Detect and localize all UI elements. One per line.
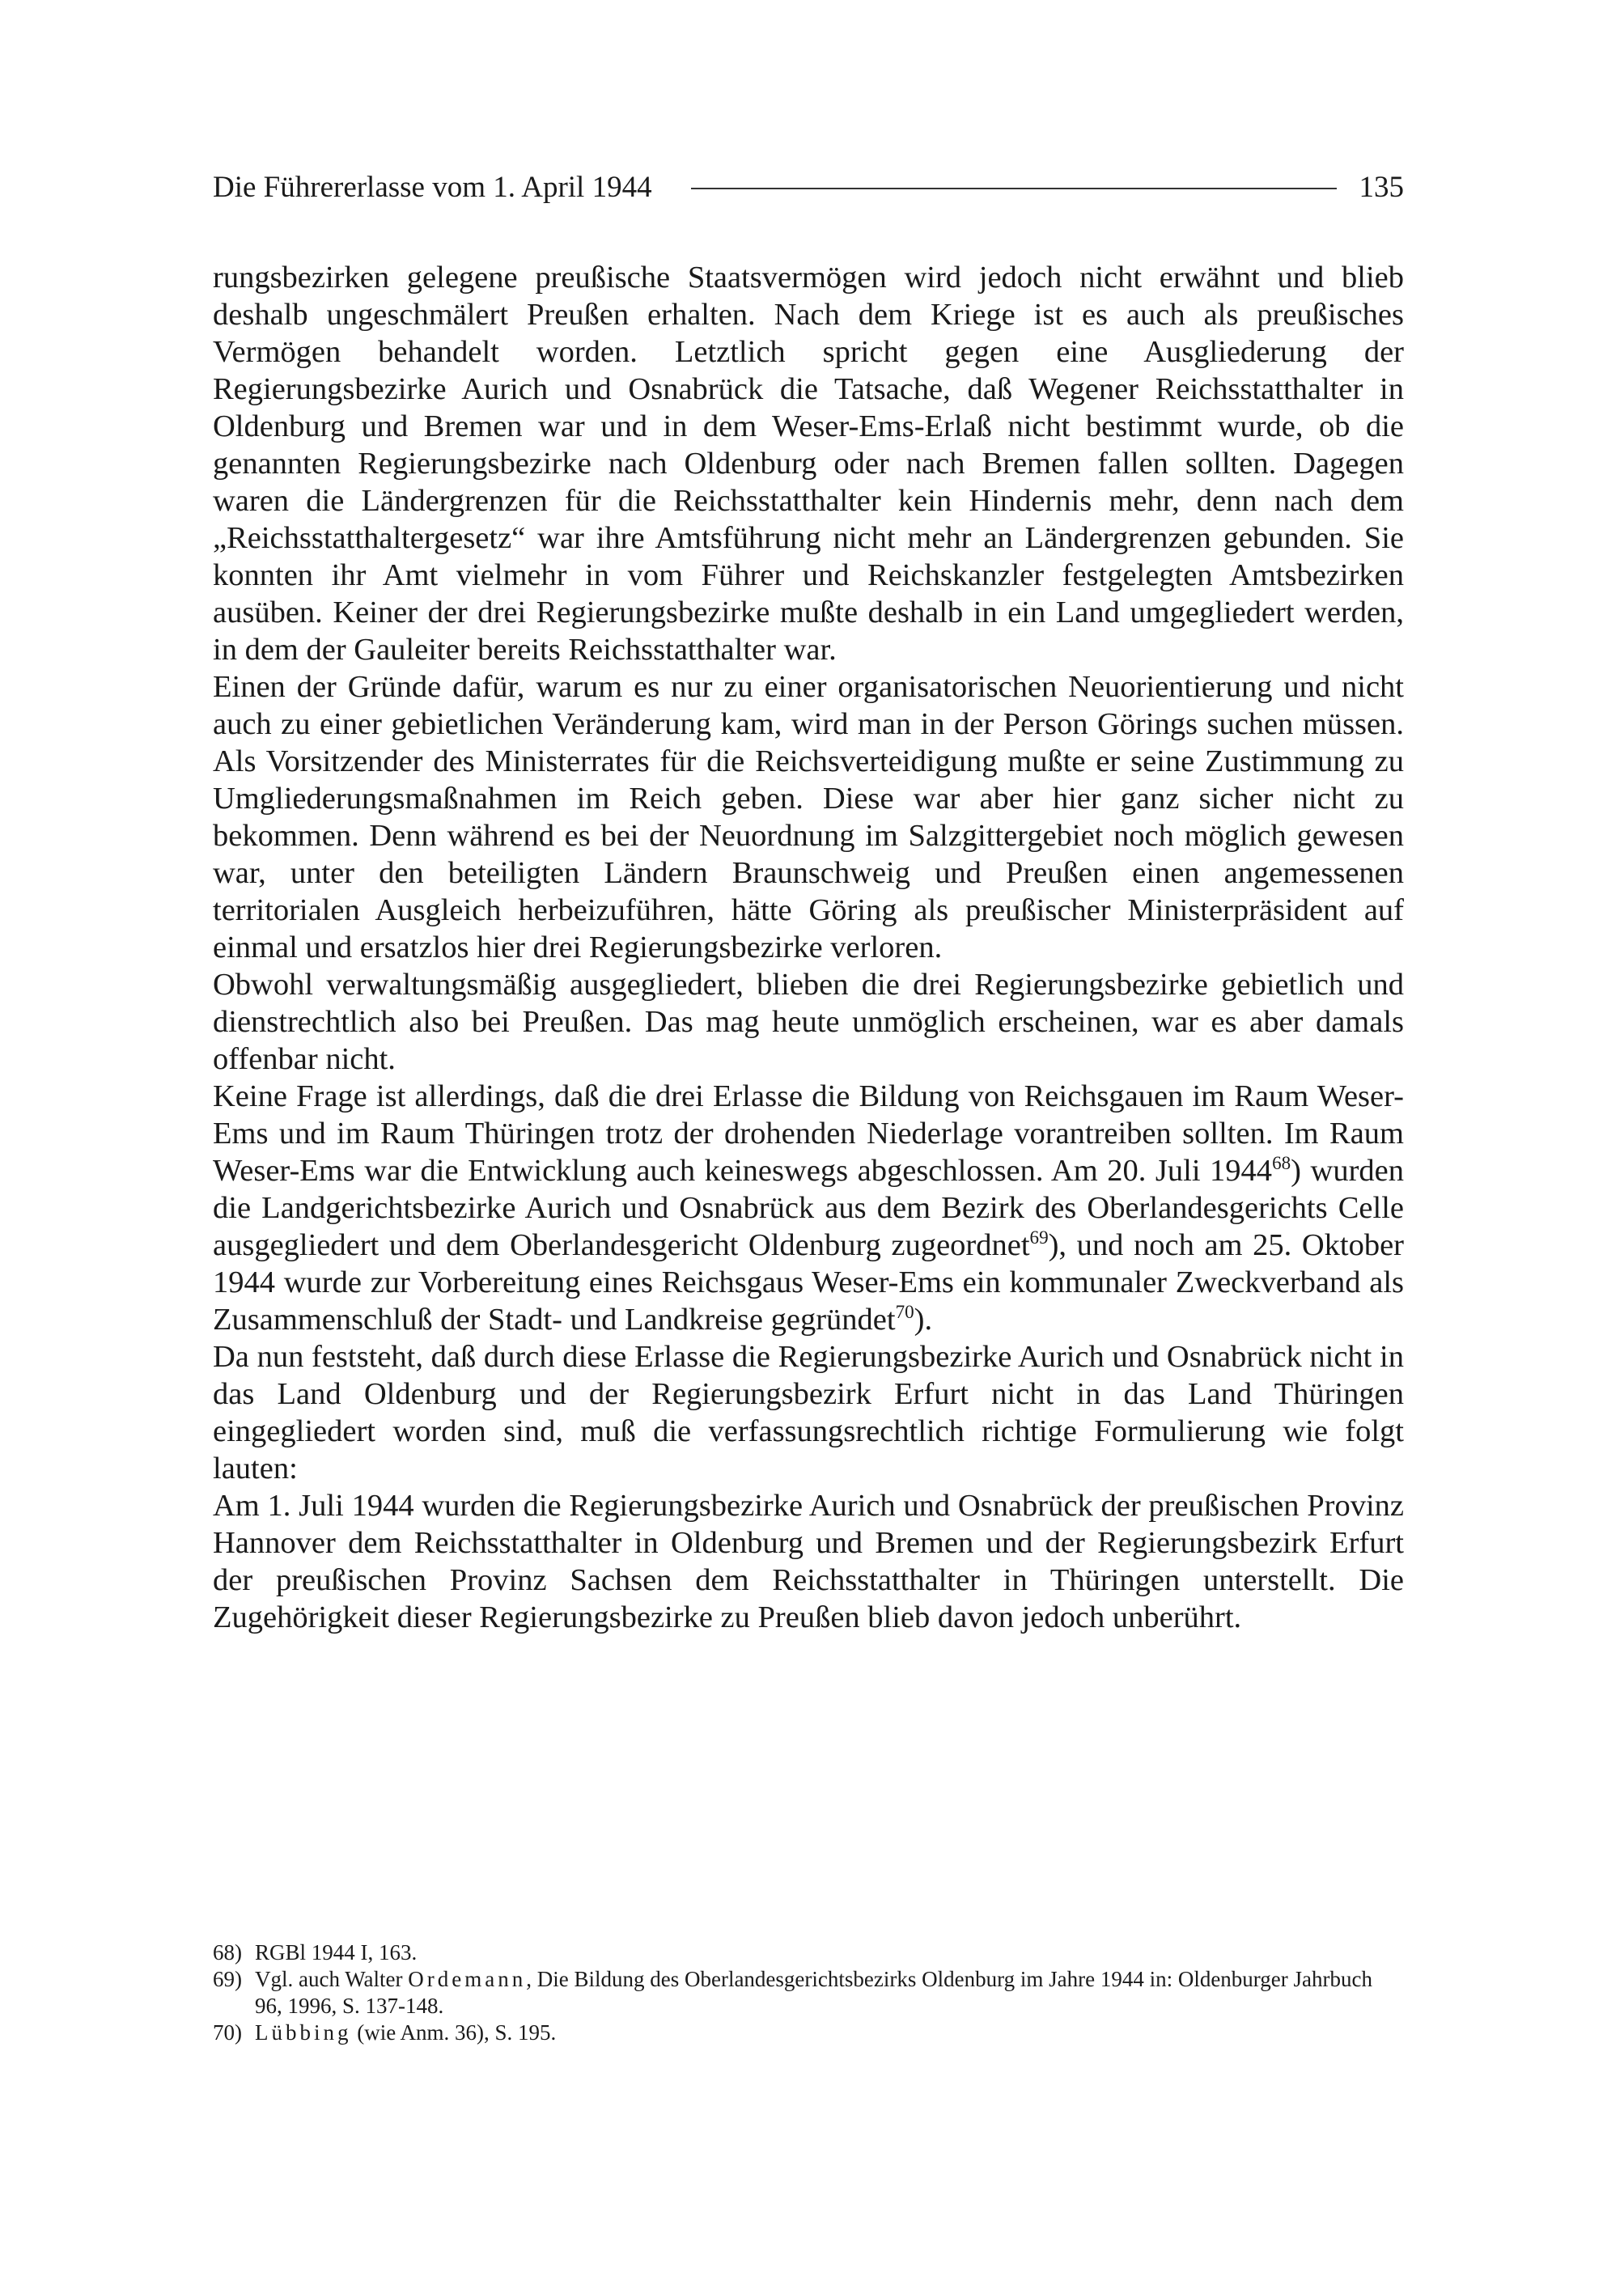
footnote-text <box>255 1966 1404 2020</box>
footnote-text-part: , Die Bildung des Oberlandesgerichtsbezirks Oldenburg im Jahre 1944 in: Oldenburger Jahrbuch 96, 1996, S. 137-148. <box>255 1967 1372 2018</box>
footnote-text-part: RGBl 1944 I, 163. <box>255 1940 418 1965</box>
paragraph-text: Da nun feststeht, daß durch diese Erlasse die Regierungsbezirke Aurich und Osnabrück nicht in das Land Oldenburg und der Regierungsbezirk Erfurt nicht in das Land Thüringen eingegliedert worden sind, muß die verfassungsrechtlich richtige Formulierung wie folgt lauten: <box>213 1340 1404 1486</box>
footnote-text-part: (wie Anm. 36), S. 195. <box>351 2020 557 2045</box>
header-rule <box>691 188 1337 189</box>
paragraph-text: ). <box>914 1303 933 1337</box>
paragraph-text: ) wurden die Landgerichtsbezirke Aurich und Osnabrück aus dem Bezirk des Oberlandesgerichts Celle ausgegliedert und dem Oberlandesgericht Oldenburg zugeordnet <box>213 1154 1404 1262</box>
running-head-title: Die Führererlasse vom 1. April 1944 <box>213 170 652 204</box>
footnote-text <box>255 2020 1404 2046</box>
paragraph-text: Einen der Gründe dafür, warum es nur zu einer organisatorischen Neuorientierung und nicht auch zu einer gebietlichen Veränderung kam, wird man in der Person Görings suchen müssen. Als Vorsitzender des Ministerrates für die Reichsverteidigung mußte er seine Zustimmung zu Umgliederungsmaßnahmen im Reich geben. Diese war aber hier ganz sicher nicht zu bekommen. Denn während es bei der Neuordnung im Salzgittergebiet noch möglich gewesen war, unter den beteiligten Ländern Braunschweig und Preußen einen angemessenen territorialen Ausgleich herbeizuführen, hätte Göring als preußischer Ministerpräsident auf einmal und ersatzlos hier drei Regierungsbezirke verloren. <box>213 670 1404 964</box>
footnotes <box>213 1939 1404 2046</box>
author-name: Ordemann <box>408 1967 527 1991</box>
paragraph-text: Am 1. Juli 1944 wurden die Regierungsbezirke Aurich und Osnabrück der preußischen Provinz Hannover dem Reichsstatthalter in Oldenburg und Bremen und der Regierungsbezirk Erfurt der preußischen Provinz Sachsen dem Reichsstatthalter in Thüringen unterstellt. Die Zugehörigkeit dieser Regierungsbezirke zu Preußen blieb davon jedoch unberührt. <box>213 1489 1404 1634</box>
paragraph <box>213 1338 1404 1487</box>
paragraph-text: ), und noch am 25. Oktober 1944 wurde zur Vorbereitung eines Reichsgaus Weser-Ems ein kommunaler Zweckverband als Zusammenschluß der Stadt- und Landkreise gegründet <box>213 1228 1404 1337</box>
main-text <box>213 259 1404 1636</box>
footnote-69 <box>213 1966 1404 2020</box>
paragraph <box>213 1487 1404 1636</box>
footnote-number: 70) <box>213 2020 242 2045</box>
footnote-68 <box>213 1939 1404 1966</box>
footnote-ref-69[interactable]: 69 <box>1029 1227 1049 1248</box>
paragraph-text: Keine Frage ist allerdings, daß die drei Erlasse die Bildung von Reichsgauen im Raum Weser-Ems und im Raum Thüringen trotz der drohenden Niederlage vorantreiben sollten. Im Raum Weser-Ems war die Entwicklung auch keineswegs abgeschlossen. Am 20. Juli 1944 <box>213 1079 1404 1188</box>
footnote-ref-68[interactable]: 68 <box>1272 1152 1291 1174</box>
footnote-text <box>255 1939 1404 1966</box>
paragraph <box>213 1078 1404 1338</box>
author-name: Lübbing <box>255 2020 352 2045</box>
running-head <box>213 167 1404 207</box>
footnote-ref-70[interactable]: 70 <box>895 1301 914 1323</box>
footnote-70 <box>213 2020 1404 2046</box>
footnote-number: 68) <box>213 1940 242 1965</box>
footnote-number: 69) <box>213 1967 242 1991</box>
paragraph-text: Obwohl verwaltungsmäßig ausgegliedert, blieben die drei Regierungsbezirke gebietlich und dienstrechtlich also bei Preußen. Das mag heute unmöglich erscheinen, war es aber damals offenbar nicht. <box>213 968 1404 1076</box>
paragraph-text: rungsbezirken gelegene preußische Staatsvermögen wird jedoch nicht erwähnt und blieb deshalb ungeschmälert Preußen erhalten. Nach dem Kriege ist es auch als preußisches Vermögen behandelt worden. Letztlich spricht gegen eine Ausgliederung der Regierungsbezirke Aurich und Osnabrück die Tatsache, daß Wegener Reichsstatthalter in Oldenburg und Bremen war und in dem Weser-Ems-Erlaß nicht bestimmt wurde, ob die genannten Regierungsbezirke nach Oldenburg oder nach Bremen fallen sollten. Dagegen waren die Ländergrenzen für die Reichsstatthalter kein Hindernis mehr, denn nach dem „Reichsstatthaltergesetz“ war ihre Amtsführung nicht mehr an Ländergrenzen gebunden. Sie konnten ihr Amt vielmehr in vom Führer und Reichskanzler festgelegten Amtsbezirken ausüben. Keiner der drei Regierungsbezirke mußte deshalb in ein Land umgegliedert werden, in dem der Gauleiter bereits Reichsstatthalter war. <box>213 261 1404 667</box>
paragraph <box>213 966 1404 1078</box>
paragraph <box>213 259 1404 668</box>
page-number: 135 <box>1359 170 1404 204</box>
paragraph <box>213 668 1404 966</box>
footnote-text-part: Vgl. auch Walter <box>255 1967 409 1991</box>
